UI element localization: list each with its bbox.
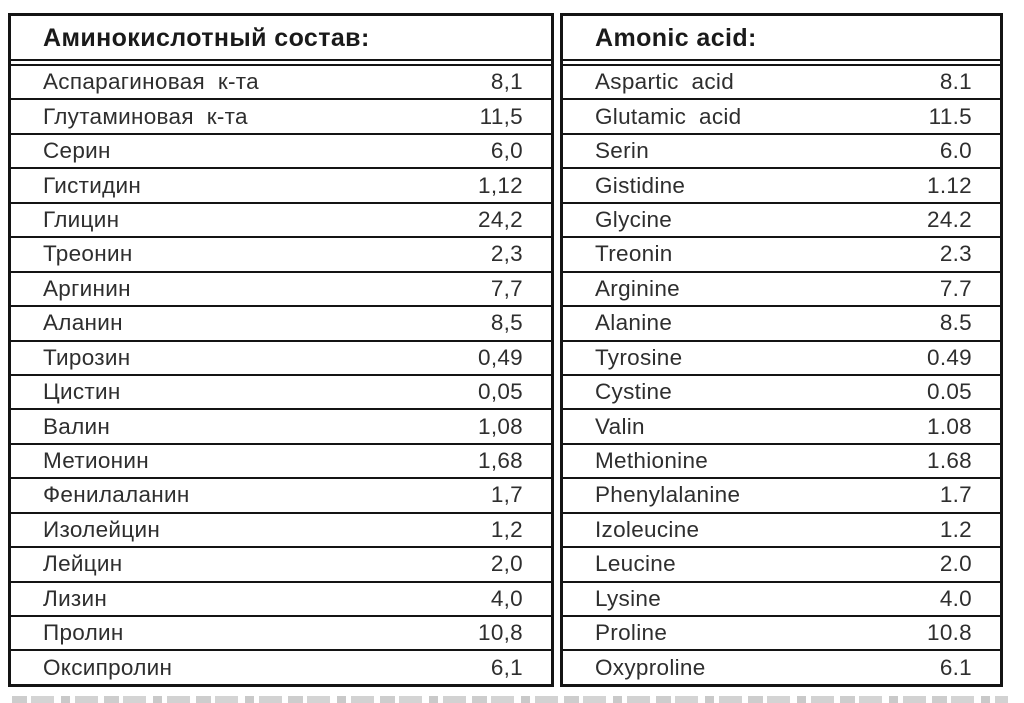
amino-acid-name: Lysine [595,585,662,611]
table-row [11,445,551,479]
table-row [563,410,1000,444]
amino-acid-value: 1,12 [478,172,523,198]
amino-acid-value: 24.2 [927,206,972,232]
amino-acid-value: 6.1 [939,654,972,680]
amino-acid-name: Метионин [43,448,149,474]
amino-acid-name: Treonin [595,241,673,267]
amino-acid-value: 4.0 [939,585,972,611]
amino-acid-name: Cystine [595,379,673,405]
amino-acid-value: 10,8 [478,620,523,646]
table-row [563,100,1000,134]
table-row [563,514,1000,548]
amino-acid-value: 1.2 [939,516,972,542]
table-rows-russian [11,64,551,684]
amino-acid-name: Валин [43,413,111,439]
table-row [563,376,1000,410]
amino-acid-name: Аспарагиновая к-та [43,69,259,95]
amino-acid-value: 0,05 [478,379,523,405]
table-row [11,66,551,100]
amino-acid-name: Серин [43,138,111,164]
amino-acid-value: 1.08 [927,413,972,439]
table-row [563,651,1000,683]
amino-acid-value: 24,2 [478,206,523,232]
table-row [563,238,1000,272]
table-row [563,66,1000,100]
amino-acid-name: Tyrosine [595,344,683,370]
table-row [11,479,551,513]
table-row [563,307,1000,341]
table-row [11,548,551,582]
table-header-russian: Аминокислотный состав: [11,16,551,61]
table-row [563,617,1000,651]
amino-acid-value: 2,0 [490,551,523,577]
table-row [563,342,1000,376]
amino-acid-value: 8.1 [939,69,972,95]
amino-acid-name: Глутаминовая к-та [43,103,248,129]
amino-acid-value: 1,08 [478,413,523,439]
table-row [11,376,551,410]
table-row [11,410,551,444]
table-row [11,204,551,238]
table-row [11,307,551,341]
amino-acid-name: Gistidine [595,172,686,198]
amino-acid-value: 1,2 [490,516,523,542]
amino-acid-value: 8.5 [939,310,972,336]
amino-acid-value: 11,5 [479,103,523,129]
amino-acid-name: Alanine [595,310,673,336]
table-row [563,479,1000,513]
amino-acid-name: Oxyproline [595,654,706,680]
table-row [563,583,1000,617]
amino-acid-name: Глицин [43,206,120,232]
amino-acid-name: Пролин [43,620,124,646]
table-row [11,238,551,272]
table-row [11,100,551,134]
amino-acid-name: Гистидин [43,172,142,198]
amino-acid-value: 10.8 [927,620,972,646]
table-row [11,169,551,203]
amino-acid-value: 7.7 [939,275,972,301]
table-rows-english [563,64,1000,684]
amino-acid-value: 6.0 [939,138,972,164]
amino-acid-value: 1.68 [927,448,972,474]
amino-acid-value: 11.5 [928,103,972,129]
amino-acid-name: Izoleucine [595,516,700,542]
amino-acid-value: 7,7 [490,275,523,301]
amino-acid-name: Изолейцин [43,516,161,542]
amino-acid-value: 8,5 [490,310,523,336]
table-row [11,583,551,617]
amino-acid-value: 1,7 [490,482,523,508]
amino-acid-name: Тирозин [43,344,131,370]
amino-acid-value: 1.7 [939,482,972,508]
table-row [11,273,551,307]
table-row [563,273,1000,307]
amino-acid-value: 8,1 [490,69,523,95]
amino-acid-name: Glutamic acid [595,103,742,129]
amino-acid-value: 0,49 [478,344,523,370]
amino-acid-name: Оксипролин [43,654,173,680]
amino-acid-name: Лизин [43,585,108,611]
amino-acid-name: Треонин [43,241,133,267]
cropped-text-strip [12,696,1008,703]
amino-acid-name: Цистин [43,379,121,405]
table-row [11,514,551,548]
table-row [11,651,551,683]
amino-acid-value: 2.0 [939,551,972,577]
amino-acid-value: 2,3 [490,241,523,267]
amino-acid-name: Лейцин [43,551,123,577]
amino-acid-name: Leucine [595,551,676,577]
table-row [563,548,1000,582]
table-row [563,445,1000,479]
amino-acid-tables [8,13,1003,687]
amino-acid-value: 6,0 [490,138,523,164]
amino-acid-value: 0.05 [927,379,972,405]
amino-acid-value: 1.12 [927,172,972,198]
amino-acid-value: 1,68 [478,448,523,474]
amino-acid-name: Valin [595,413,645,439]
table-row [563,135,1000,169]
amino-acid-name: Methionine [595,448,709,474]
amino-acid-name: Фенилаланин [43,482,190,508]
table-header-english: Amonic acid: [563,16,1000,61]
table-row [563,169,1000,203]
amino-acid-name: Aspartic acid [595,69,735,95]
amino-acid-name: Аргинин [43,275,131,301]
amino-acid-name: Proline [595,620,668,646]
amino-acid-name: Phenylalanine [595,482,741,508]
amino-acid-table-english [560,13,1003,687]
amino-acid-value: 4,0 [490,585,523,611]
amino-acid-name: Аланин [43,310,123,336]
amino-acid-value: 0.49 [927,344,972,370]
table-row [11,135,551,169]
amino-acid-value: 2.3 [939,241,972,267]
table-row [563,204,1000,238]
amino-acid-name: Arginine [595,275,680,301]
table-row [11,617,551,651]
amino-acid-table-russian [8,13,554,687]
amino-acid-name: Serin [595,138,650,164]
amino-acid-name: Glycine [595,206,673,232]
table-row [11,342,551,376]
amino-acid-value: 6,1 [490,654,523,680]
